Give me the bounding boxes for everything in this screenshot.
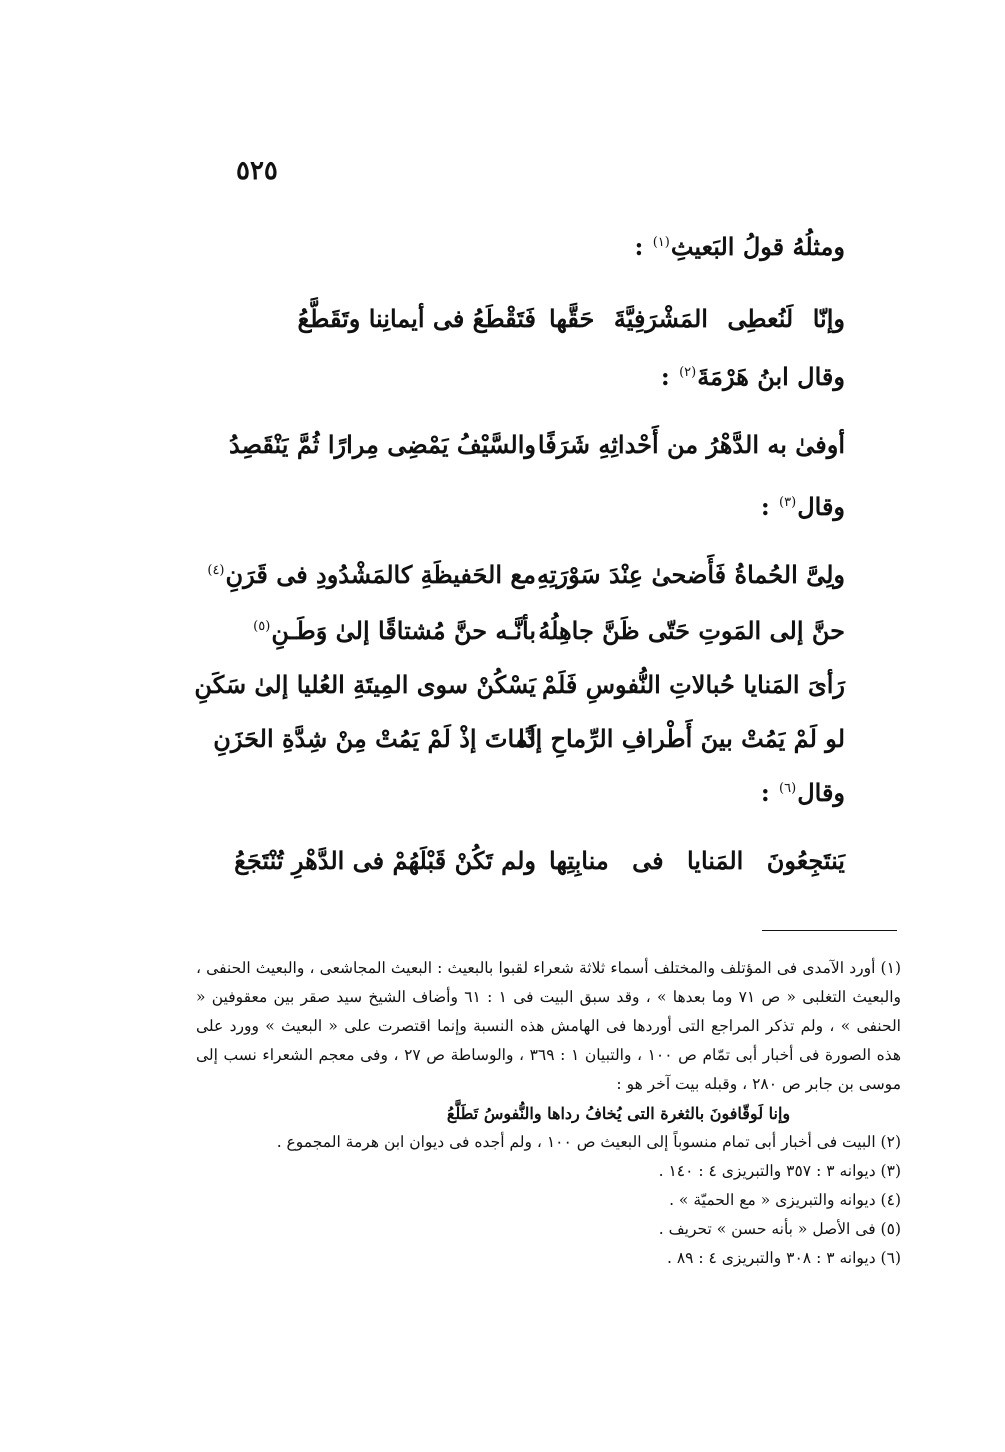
verse-4-second-hemistich — [240, 616, 536, 645]
verse-7-first-hemistich: يَنتَجِعُونَ المَنايا فى منابِتِها — [549, 846, 845, 875]
footnote-marker-4: (٤) — [207, 563, 225, 578]
intro-colon: : — [634, 232, 644, 261]
footnotes — [196, 954, 901, 1273]
footnote-3: (٣) ديوانه ٣ : ٣٥٧ والتبريزى ٤ : ١٤٠ . — [658, 1162, 901, 1180]
footnote-marker-2: (٢) — [679, 365, 697, 380]
verse-6-first-hemistich: لو لَمْ يَمُتْ بينَ أَطْرافِ الرِّماحِ إذًا — [518, 724, 845, 753]
intro-line-3 — [761, 492, 845, 521]
verse-1 — [240, 304, 845, 333]
verse-6 — [213, 724, 845, 753]
footnote-separator — [762, 930, 897, 931]
verse-1-second-hemistich: فَتَقْطَعُ فى أيمانِنا وتَقَطَّعُ — [297, 304, 536, 333]
intro-line-1 — [635, 232, 846, 261]
footnote-2: (٢) البيت فى أخبار أبى تمام منسوباً إلى البعيث ص ١٠٠ ، ولم أجده فى ديوان ابن هرمة المجموع . — [276, 1133, 901, 1151]
verse-3-first-hemistich: ولِىَّ الحُماةُ فَأَضحىٰ عِنْدَ سَوْرَتِهِ — [536, 560, 845, 589]
intro-line-4 — [761, 778, 845, 807]
intro-line-2 — [661, 362, 845, 391]
verse-4 — [240, 616, 845, 645]
intro-colon: : — [660, 362, 670, 391]
footnote-5: (٥) فى الأصل « بأنه حسن » تحريف . — [658, 1220, 901, 1238]
footnote-1-verse: وإنا لَوقّافونَ بالثغرة التى يُخافُ رداها والنُّفوسُ تَطَلَّعُ — [446, 1104, 791, 1123]
verse-7 — [234, 846, 845, 875]
footnote-4: (٤) ديوانه والتبريزى « مع الحميّة » . — [669, 1191, 901, 1209]
verse-2-first-hemistich: أوفىٰ به الدَّهْرُ من أَحْداثِهِ شَرَفًا — [537, 430, 845, 459]
footnote-marker-3: (٣) — [779, 495, 797, 510]
intro-colon: : — [760, 778, 770, 807]
footnote-6: (٦) ديوانه ٣ : ٣٠٨ والتبريزى ٤ : ٨٩ . — [666, 1249, 901, 1267]
verse-3-second-text: مع الحَفيظَةِ كالمَشْدُودِ فى قَرَنِ — [225, 560, 536, 589]
intro-text: وقال — [797, 492, 845, 521]
verse-2-second-hemistich: والسَّيْفُ يَمْضِى مِرارًا ثُمَّ يَنْقَصِدُ — [228, 430, 536, 459]
verse-3 — [207, 560, 845, 589]
verse-4-second-text: بأنَّـه حنَّ مُشتاقًا إلىٰ وَطَـنِ — [271, 616, 536, 645]
verse-2 — [228, 430, 845, 459]
page-number: ٥٢٥ — [236, 156, 278, 186]
verse-3-second-hemistich — [207, 560, 536, 589]
intro-colon: : — [760, 492, 770, 521]
verse-7-second-hemistich: ولم تَكُنْ قَبْلَهُمْ فى الدَّهْرِ تُنْتَجَعُ — [234, 846, 536, 875]
verse-1-first-hemistich: وإنّا لَنُعطِى المَشْرَفِيَّةَ حَقَّها — [549, 304, 845, 333]
footnote-marker-5: (٥) — [253, 619, 271, 634]
verse-5-second-hemistich: يَسْكُنْ سوى المِيتَةِ العُليا إلىٰ سَكَنِ — [194, 670, 536, 699]
footnote-1: (١) أورد الآمدى فى المؤتلف والمختلف أسماء ثلاثة شعراء لقبوا بالبعيث : البعيث المجاشعى ، والبعيث الحنفى ، والبعيث التغلبى « ص ٧١ وما بعدها » ، وقد سبق البيت فى ١ : ٦١ وأضاف الشيخ سيد صقر بين معقوفين « الحنفى » ، ولم تذكر المراجع التى أوردها فى الهامش هذه النسبة وإنما اقتصرت على « البعيث » وورد على هذه الصورة فى أخبار أبى تمّام ص ١٠٠ ، والتبيان ١ : ٣٦٩ ، والوساطة ص ٢٧ ، وفى معجم الشعراء نسب إلى موسى بن جابر ص ٢٨٠ ، وقبله بيت آخر هو : — [196, 959, 902, 1093]
intro-text: وقال ابنُ هَرْمَةَ — [697, 362, 845, 391]
verse-6-second-hemistich: لَماتَ إذْ لَمْ يَمُتْ مِنْ شِدَّةِ الحَزَنِ — [213, 724, 536, 753]
footnote-marker-1: (١) — [652, 235, 670, 250]
verse-5-first-hemistich: رَأىَ المَنايا حُبالاتِ النُّفوسِ فَلَمْ — [542, 670, 845, 699]
intro-text: وقال — [797, 778, 845, 807]
intro-text: ومثلُهُ قولُ البَعيثِ — [670, 232, 845, 261]
footnote-marker-6: (٦) — [779, 781, 797, 796]
verse-5 — [194, 670, 845, 699]
verse-4-first-hemistich: حنَّ إلى المَوتِ حَتّى ظَنَّ جاهِلُهُ — [538, 616, 845, 645]
